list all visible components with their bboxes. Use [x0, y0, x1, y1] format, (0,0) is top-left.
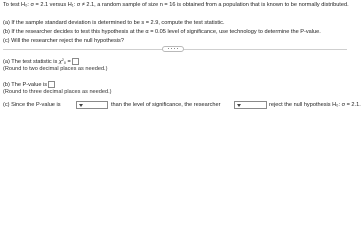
answer-a-hint: (Round to two decimal places as needed.) — [3, 66, 108, 72]
part-a-text: (a) If the sample standard deviation is determined to be s = 2.9, compute the test statistic. — [3, 20, 225, 26]
equals-sign: = — [67, 58, 71, 65]
problem-statement — [3, 2, 349, 8]
chi-subscript: 0 — [63, 60, 66, 65]
expand-more-button[interactable] — [162, 46, 184, 52]
problem-parts — [3, 20, 321, 46]
answer-b-label: (b) The P-value is — [3, 81, 48, 88]
more-dot-icon — [174, 48, 176, 50]
part-b-text: (b) If the researcher decides to test this hypothesis at the α = 0.05 level of significance, use technology to determine the P-value. — [3, 28, 321, 35]
answer-b-line — [3, 81, 55, 88]
reject-decision-dropdown[interactable] — [234, 101, 267, 109]
chi-symbol: χ — [58, 58, 62, 65]
p-value-input[interactable] — [48, 81, 55, 88]
more-dot-icon — [168, 48, 170, 50]
answer-b-hint: (Round to three decimal places as needed.) — [3, 89, 112, 95]
chevron-down-icon — [237, 104, 241, 107]
problem-intro-text: To test H₀: σ = 2.1 versus H₁: σ ≠ 2.1, a random sample of size n = 16 is obtained from a population that is known to be normally distributed. — [3, 2, 349, 8]
comparison-dropdown[interactable] — [76, 101, 108, 109]
more-dot-icon — [177, 48, 179, 50]
chevron-down-icon — [79, 104, 83, 107]
test-statistic-input[interactable] — [72, 58, 79, 65]
answer-c-suffix: reject the null hypothesis H₀: σ = 2.1. — [269, 102, 361, 108]
more-dot-icon — [171, 48, 173, 50]
answer-c-prefix: (c) Since the P-value is — [3, 102, 61, 108]
answer-a-line — [3, 58, 79, 65]
answer-a-label: (a) The test statistic is — [3, 58, 58, 65]
chi-superscript: 2 — [61, 57, 64, 62]
part-c-text: (c) Will the researcher reject the null hypothesis? — [3, 37, 124, 44]
answer-c-middle: than the level of significance, the researcher — [111, 102, 221, 108]
